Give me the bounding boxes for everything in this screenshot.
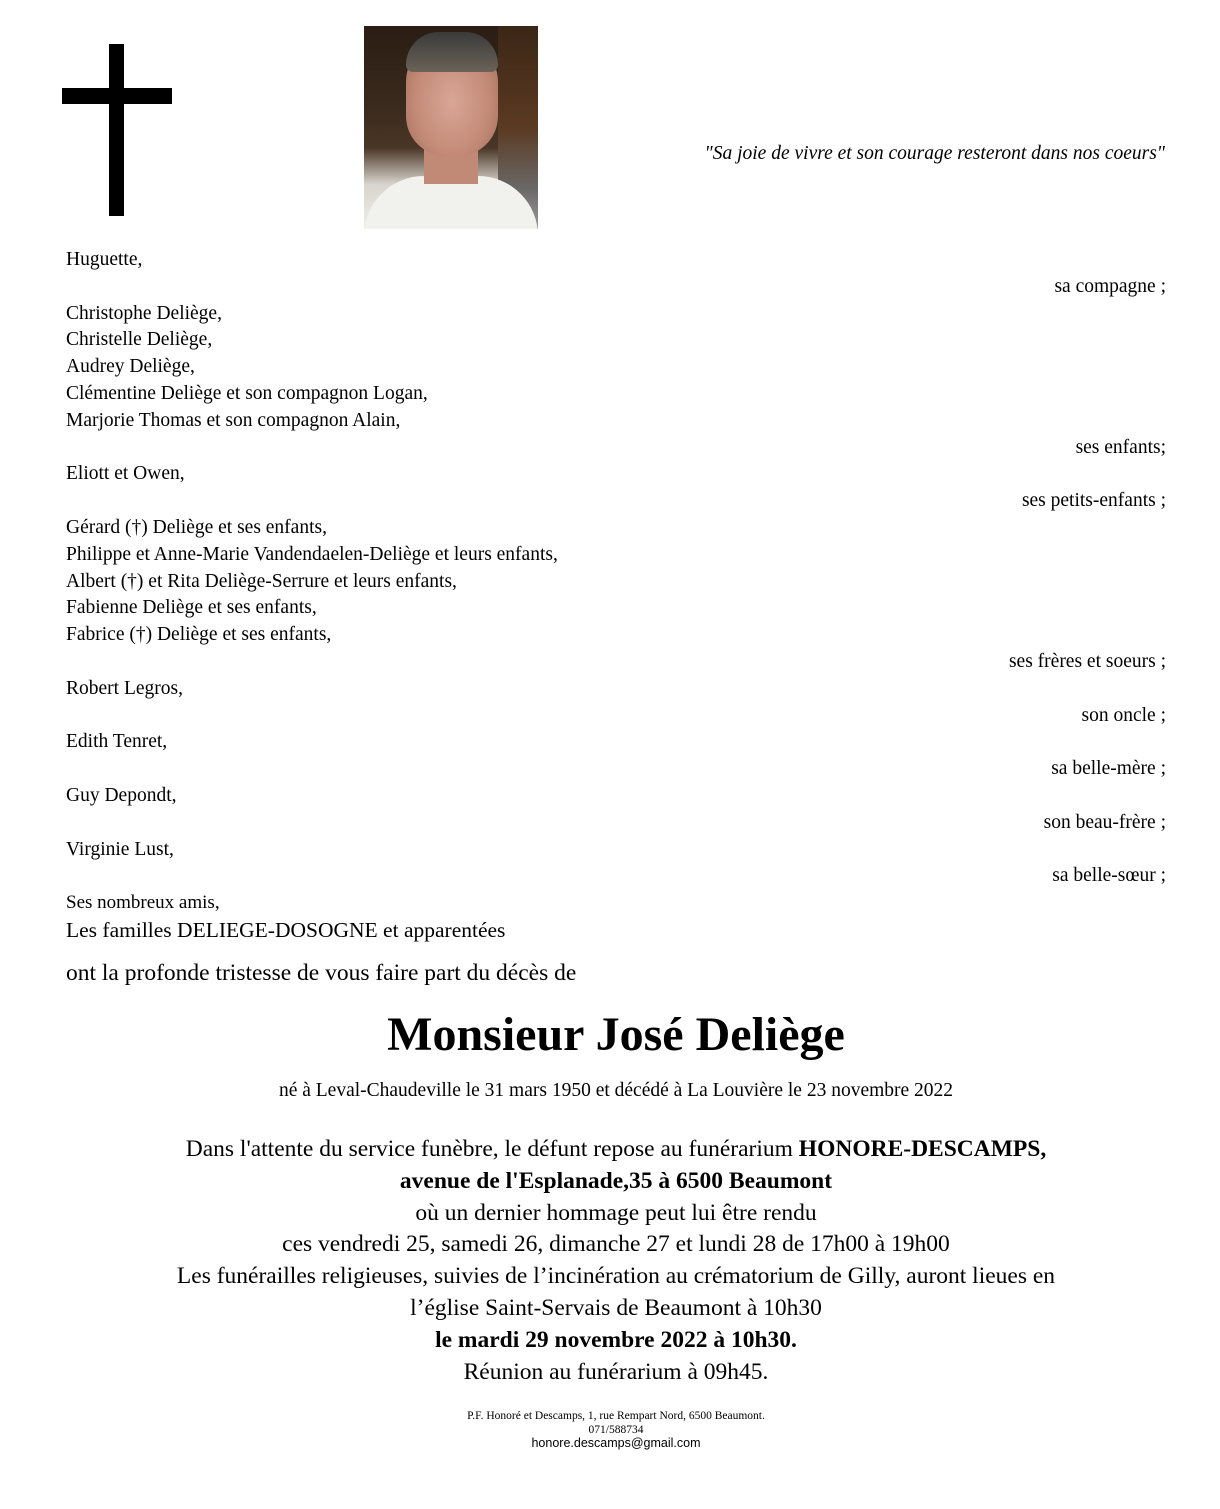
funeral-home-phone: 071/588734	[588, 1423, 644, 1436]
family-relation: ses frères et soeurs ;	[1008, 650, 1166, 672]
families-line: Les familles DELIEGE-DOSOGNE et apparentées	[66, 917, 506, 942]
family-relation: sa compagne ;	[1054, 275, 1166, 297]
family-name: Guy Depondt,	[66, 784, 177, 806]
funerarium-name: HONORE-DESCAMPS,	[798, 1136, 1047, 1162]
family-relation: son beau-frère ;	[1043, 811, 1166, 833]
funeral-date: le mardi 29 novembre 2022 à 10h30.	[435, 1326, 797, 1353]
photo-hair	[406, 32, 498, 72]
family-list	[66, 247, 1166, 944]
funeral-home-email[interactable]: honore.descamps@gmail.com	[531, 1436, 701, 1450]
family-name: Clémentine Deliège et son compagnon Logan,	[66, 382, 428, 404]
family-relation: ses petits-enfants ;	[1021, 490, 1166, 512]
birth-death-dates: né à Leval-Chaudeville le 31 mars 1950 et décédé à La Louvière le 23 novembre 2022	[278, 1080, 954, 1101]
family-name: Christelle Deliège,	[66, 329, 213, 351]
family-name: Edith Tenret,	[66, 731, 168, 753]
family-relation: son oncle ;	[1081, 704, 1166, 726]
portrait-photo	[364, 26, 538, 229]
family-relation: ses enfants;	[1075, 436, 1166, 458]
family-name: Fabienne Deliège et ses enfants,	[66, 597, 317, 619]
meeting-time: Réunion au funérarium à 09h45.	[463, 1358, 769, 1385]
family-name: Philippe et Anne-Marie Vandendaelen-Deliège et leurs enfants,	[66, 543, 558, 565]
family-name: Virginie Lust,	[66, 838, 174, 860]
family-name: Albert (†) et Rita Deliège-Serrure et leurs enfants,	[66, 570, 457, 592]
family-name: Gérard (†) Deliège et ses enfants,	[66, 516, 327, 538]
family-name: Robert Legros,	[66, 677, 183, 699]
memorial-quote: "Sa joie de vivre et son courage resteront dans nos coeurs"	[704, 143, 1165, 164]
service-line-homage: où un dernier hommage peut lui être rendu	[415, 1199, 817, 1226]
funeral-home-address: P.F. Honoré et Descamps, 1, rue Rempart Nord, 6500 Beaumont.	[467, 1410, 765, 1422]
family-name: Fabrice (†) Deliège et ses enfants,	[66, 624, 332, 646]
family-name: Huguette,	[66, 249, 143, 270]
family-relation: sa belle-sœur ;	[1052, 865, 1166, 887]
family-relation: sa belle-mère ;	[1051, 758, 1166, 780]
family-name: Marjorie Thomas et son compagnon Alain,	[66, 409, 401, 431]
service-details	[0, 1134, 1220, 1388]
service-text: Dans l'attente du service funèbre, le défunt repose au funérarium	[185, 1136, 799, 1162]
announcement-intro: ont la profonde tristesse de vous faire part du décès de	[66, 960, 577, 986]
funerarium-address: avenue de l'Esplanade,35 à 6500 Beaumont	[399, 1167, 833, 1194]
church-location: l’église Saint-Servais de Beaumont à 10h30	[410, 1294, 822, 1321]
service-line-funerarium	[0, 1134, 1220, 1166]
friends-line: Ses nombreux amis,	[66, 892, 220, 914]
family-name: Eliott et Owen,	[66, 463, 185, 485]
family-name: Audrey Deliège,	[66, 356, 195, 378]
cross-horizontal-bar	[62, 88, 172, 104]
cross-vertical-bar	[109, 44, 124, 216]
deceased-name: Monsieur José Deliège	[387, 1008, 845, 1061]
funeral-description: Les funérailles religieuses, suivies de l’incinération au crématorium de Gilly, auront lieues en	[176, 1263, 1056, 1290]
family-name: Christophe Deliège,	[66, 302, 222, 324]
visiting-hours: ces vendredi 25, samedi 26, dimanche 27 et lundi 28 de 17h00 à 19h00	[282, 1231, 950, 1258]
cross-icon	[62, 44, 172, 216]
funeral-home-footer	[0, 1410, 1220, 1451]
